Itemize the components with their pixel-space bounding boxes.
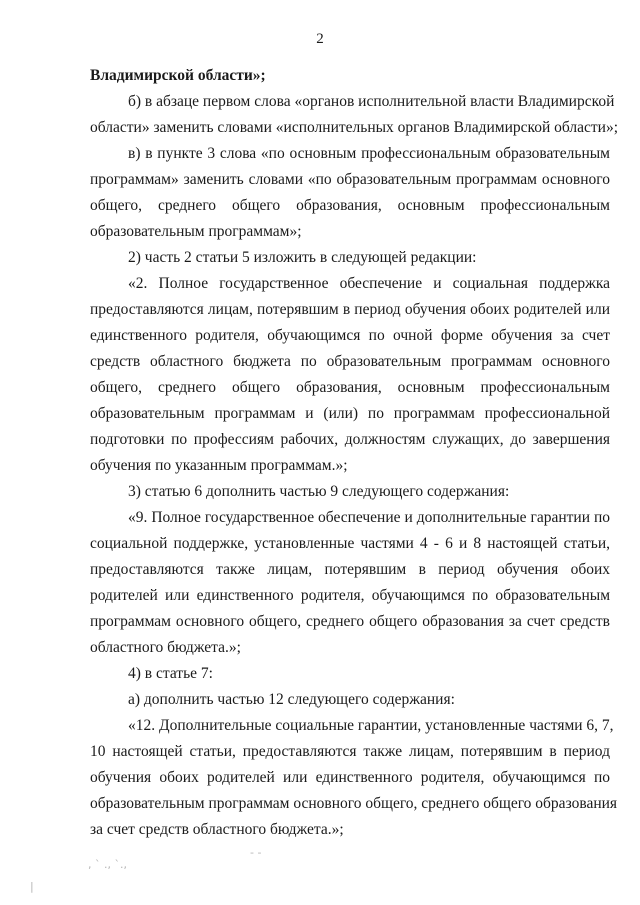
text-line: в) в пункте 3 слова «по основным профессиональным образовательным (128, 145, 610, 162)
paragraph (90, 713, 618, 843)
scan-artifact: - - (250, 846, 262, 859)
text-line: единственного родителя, обучающимся по очной форме обучения за счет (90, 327, 610, 344)
paragraph (90, 479, 610, 505)
text-line: обучения обоих родителей или единственного родителя, обучающимся по (90, 769, 610, 786)
paragraph (90, 89, 619, 141)
text-line: «2. Полное государственное обеспечение и социальная поддержка (128, 275, 610, 292)
text-line: программам основного общего, среднего общего образования за счет средств (90, 613, 610, 630)
text-line: предоставляются лицам, потерявшим в период обучения обоих родителей или (90, 301, 610, 318)
scan-artifact: | (30, 880, 34, 893)
text-line: образовательным программам и (или) по программам профессиональной (90, 405, 610, 422)
text-line: программам» заменить словами «по образовательным программам основного (90, 171, 610, 188)
text-line: 2) часть 2 статьи 5 изложить в следующей редакции: (128, 249, 477, 266)
document-body (90, 63, 619, 843)
paragraph (90, 271, 610, 479)
paragraph (90, 505, 610, 661)
text-line: «9. Полное государственное обеспечение и дополнительные гарантии по (128, 509, 610, 526)
text-line: средств областного бюджета по образовательным программам основного (90, 353, 610, 370)
scan-artifact: , ` ., `., (88, 858, 127, 871)
text-line: образовательным программам основного общего, среднего общего образования (90, 795, 618, 812)
text-line: предоставляются также лицам, потерявшим в период обучения обоих (90, 561, 610, 578)
text-line: за счет средств областного бюджета.»; (90, 821, 344, 838)
text-line: области» заменить словами «исполнительных органов Владимирской области»; (90, 119, 619, 136)
paragraph (90, 661, 610, 687)
text-line: общего, среднего общего образования, основным профессиональным (90, 197, 610, 214)
paragraph (90, 687, 610, 713)
text-line: 10 настоящей статьи, предоставляются также лицам, потерявшим в период (90, 743, 610, 760)
text-line: 4) в статье 7: (128, 665, 213, 682)
text-line: областного бюджета.»; (90, 639, 241, 656)
text-line: обучения по указанным программам.»; (90, 457, 348, 474)
text-line: образовательным программам»; (90, 223, 302, 240)
text-line: родителей или единственного родителя, обучающимся по образовательным (90, 587, 610, 604)
page-number: 2 (316, 31, 324, 47)
text-line: б) в абзаце первом слова «органов исполнительной власти Владимирской (128, 93, 615, 110)
paragraph (90, 245, 610, 271)
text-line: общего, среднего общего образования, основным профессиональным (90, 379, 610, 396)
text-line: Владимирской области»; (90, 67, 266, 84)
text-line: подготовки по профессиям рабочих, должностям служащих, до завершения (90, 431, 610, 448)
text-line: социальной поддержке, установленные частями 4 - 6 и 8 настоящей статьи, (90, 535, 610, 552)
text-line: 3) статью 6 дополнить частью 9 следующего содержания: (128, 483, 510, 500)
paragraph (90, 63, 610, 89)
paragraph (90, 141, 610, 245)
text-line: «12. Дополнительные социальные гарантии, установленные частями 6, 7, (128, 717, 614, 734)
text-line: а) дополнить частью 12 следующего содержания: (128, 691, 455, 708)
